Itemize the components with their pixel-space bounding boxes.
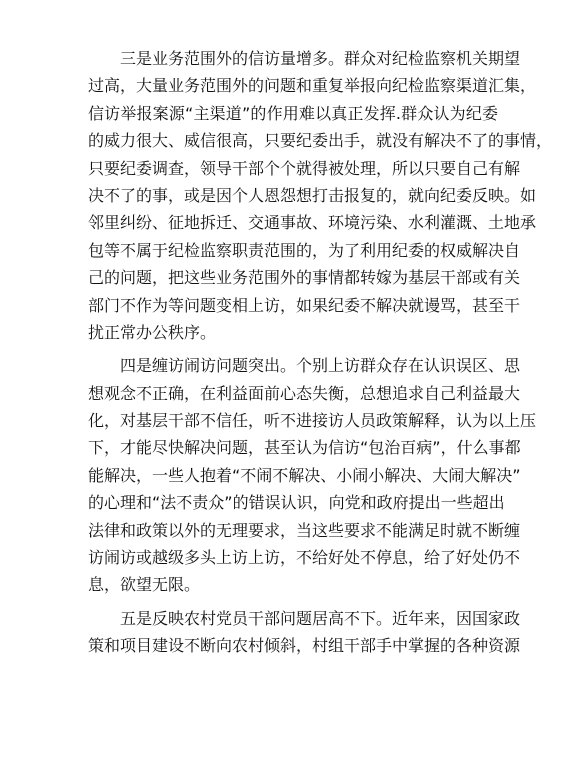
text-line: 息，欲望无限。 xyxy=(88,575,201,595)
text-line: 过高，大量业务范围外的问题和重复举报向纪检监察渠道汇集， xyxy=(88,76,537,96)
text-line: 决不了的事，或是因个人恩怨想打击报复的，就向纪委反映。如 xyxy=(88,185,537,205)
text-line: 化，对基层干部不信任，听不进接访人员政策解释，认为以上压 xyxy=(88,411,537,431)
text-line: 邻里纠纷、征地拆迁、交通事故、环境污染、水利灌溉、土地承 xyxy=(88,213,537,233)
text-line: 五是反映农村党员干部问题居高不下。近年来，因国家政 xyxy=(120,608,521,628)
text-line: 包等不属于纪检监察职责范围的，为了利用纪委的权威解决自 xyxy=(88,240,521,260)
document-body xyxy=(88,45,553,666)
text-line: 扰正常办公秩序。 xyxy=(88,322,217,342)
text-line: 访闹访或越级多头上访上访，不给好处不停息，给了好处仍不 xyxy=(88,548,521,568)
paragraph-three xyxy=(88,45,553,346)
text-line: 信访举报案源“主渠道”的作用难以真正发挥.群众认为纪委 xyxy=(88,103,498,123)
text-line: 己的问题，把这些业务范围外的事情都转嫁为基层干部或有关 xyxy=(88,268,521,288)
text-line: 三是业务范围外的信访量增多。群众对纪检监察机关期望 xyxy=(120,49,521,68)
text-line: 想观念不正确，在利益面前心态失衡，总想追求自己利益最大 xyxy=(88,383,521,403)
paragraph-five xyxy=(88,605,521,660)
text-line: 只要纪委调查，领导干部个个就得被处理，所以只要自己有解 xyxy=(88,158,521,178)
paragraph-four xyxy=(88,352,537,599)
text-line: 策和项目建设不断向农村倾斜，村组干部手中掌握的各种资源 xyxy=(88,636,521,656)
text-line: 下，才能尽快解决问题，甚至认为信访“包治百病”，什么事都 xyxy=(88,438,521,458)
text-line: 能解决，一些人抱着“不闹不解决、小闹小解决、大闹大解决” xyxy=(88,465,521,485)
text-line: 的心理和“法不责众”的错误认识，向党和政府提出一些超出 xyxy=(88,493,505,513)
text-line: 的威力很大、威信很高，只要纪委出手，就没有解决不了的事情， xyxy=(88,131,553,151)
text-line: 四是缠访闹访问题突出。个别上访群众存在认识误区、思 xyxy=(120,356,521,376)
text-line: 部门不作为等问题变相上访，如果纪委不解决就谩骂，甚至干 xyxy=(88,295,521,315)
text-line: 法律和政策以外的无理要求，当这些要求不能满足时就不断缠 xyxy=(88,520,521,540)
